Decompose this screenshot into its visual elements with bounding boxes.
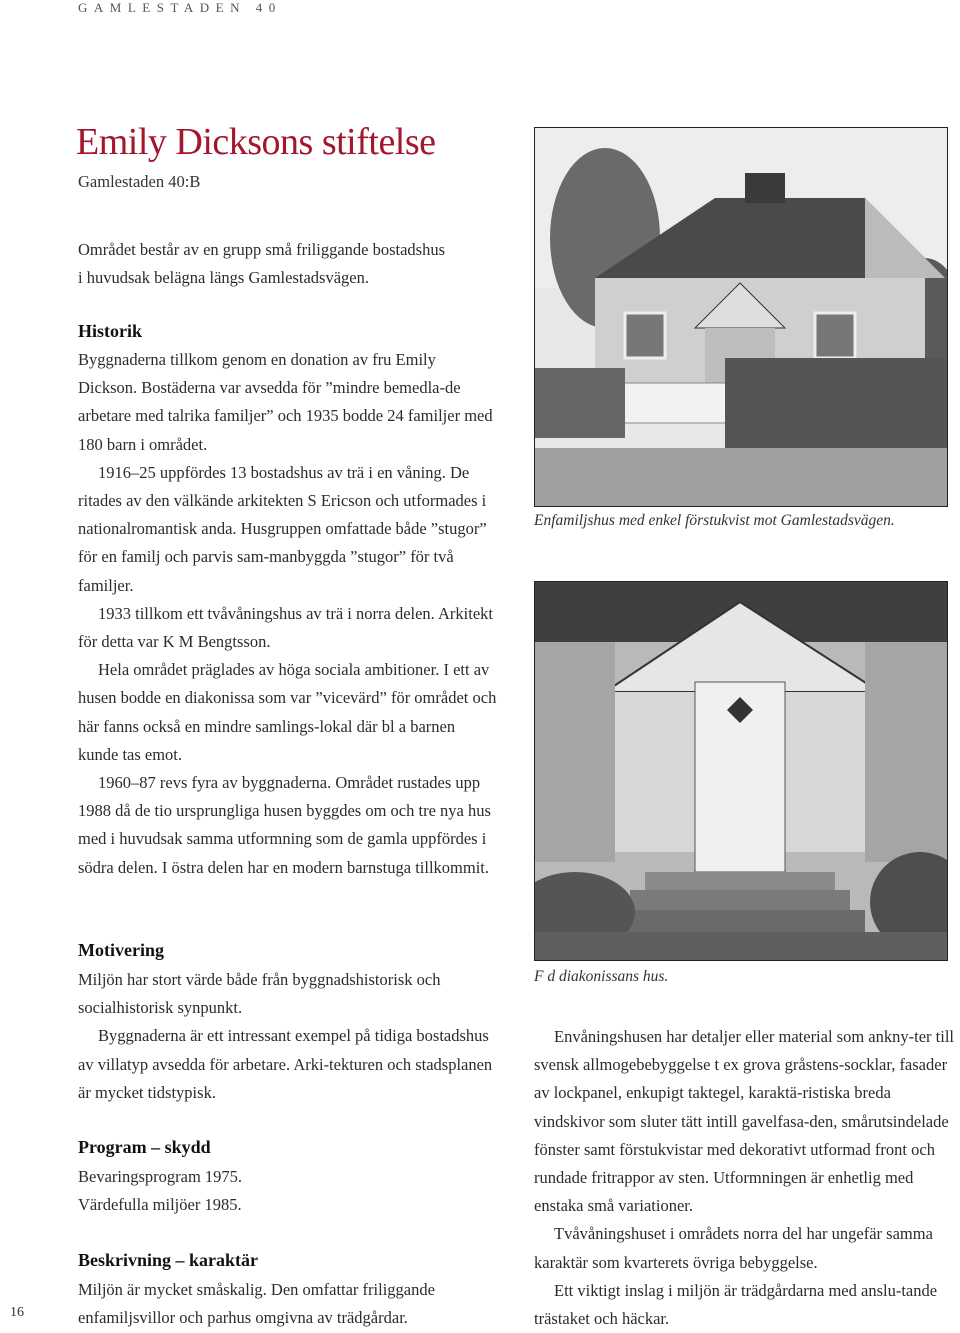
historik-body [78,346,498,882]
historik-paragraph: 1933 tillkom ett tvåvåningshus av trä i norra delen. Arkitekt för detta var K M Bengtsson. [78,603,494,652]
historik-heading: Historik [78,321,143,341]
right-column-paragraph: Ett viktigt inslag i miljön är trädgårdarna med anslu-tande trästaket och häckar. [534,1280,938,1329]
historik-paragraph: Hela området präglades av höga sociala ambitioner. I ett av husen bodde en diakonissa som var ”vicevärd” för området och här fanns också en mindre samlings-lokal där bl a barnen kunde tas emot. [78,660,497,764]
motivering-paragraph: Miljön har stort värde både från byggnadshistorisk och socialhistorisk synpunkt. [78,970,441,1018]
intro-line: i huvudsak belägna längs Gamlestadsvägen. [78,268,369,288]
program-line: Värdefulla miljöer 1985. [78,1195,242,1215]
intro-line: Området består av en grupp små friliggande bostadshus [78,240,446,259]
program-heading: Program – skydd [78,1137,211,1157]
historik-paragraph: 1916–25 uppfördes 13 bostadshus av trä i en våning. De ritades av den välkände arkitekten S Ericson och utformades i nationalromantisk anda. Husgruppen omfattade både ”stugor” för en familj och parvis sam-manbyggda ”stugor” för två familjer. [78,462,487,595]
program-body [78,1163,498,1219]
historik-paragraph: 1960–87 revs fyra av byggnaderna. Området rustades upp 1988 då de tio ursprungliga husen byggdes om och tre nya hus med i huvudsak samma utformning som de gamla uppfördes i södra delen. I östra delen har en modern barnstuga tillkommit. [78,773,491,877]
historik-paragraph: Byggnaderna tillkom genom en donation av fru Emily Dickson. Bostäderna var avsedda för ”mindre bemedla-de arbetare med talrika familjer” och 1935 bodde 24 familjer med 180 barn i området. [78,350,493,454]
motivering-paragraph: Byggnaderna är ett intressant exempel på tidiga bostadshus av villatyp avsedda för arbetare. Arki-tekturen och stadsplanen är mycket tidstypisk. [78,1026,493,1102]
motivering-heading: Motivering [78,940,164,960]
running-head: GAMLESTADEN 40 [78,0,282,15]
entrance-photo [534,581,948,961]
entrance-photo-illustration [535,582,947,960]
photo-caption: Enfamiljshus med enkel förstukvist mot Gamlestadsvägen. [534,512,895,529]
house-photo-illustration [535,128,947,506]
page-number: 16 [10,1305,24,1320]
beskrivning-body [78,1276,498,1332]
beskrivning-heading: Beskrivning – karaktär [78,1250,259,1270]
right-column-paragraph: Envåningshusen har detaljer eller material som ankny-ter till svensk allmogebebyggelse t ex grova gråstens-socklar, fasader av lockpanel, enkupigt taktegel, karaktä-ristiska breda vindskivor som sluter tätt intill gavelfasa-den, smårutsindelade fönster samt förstukvistar med dekorativt utformad front och rundade fritrappor av sten. Utformningen är enhetlig med enstaka små variationer. [534,1027,954,1216]
motivering-body [78,966,498,1107]
page-title: Emily Dicksons stiftelse [76,121,436,163]
right-column-paragraph: Tvåvåningshuset i områdets norra del har ungefär samma karaktär som kvarterets övriga bebyggelse. [534,1224,933,1272]
house-photo [534,127,948,507]
right-column-body [534,1023,954,1333]
page-subtitle: Gamlestaden 40:B [78,172,201,191]
program-line: Bevaringsprogram 1975. [78,1167,243,1186]
intro [78,236,518,292]
photo-caption: F d diakonissans hus. [534,968,669,985]
beskrivning-paragraph: Miljön är mycket småskalig. Den omfattar friliggande enfamiljsvillor och parhus omgivna av trädgårdar. [78,1280,435,1328]
